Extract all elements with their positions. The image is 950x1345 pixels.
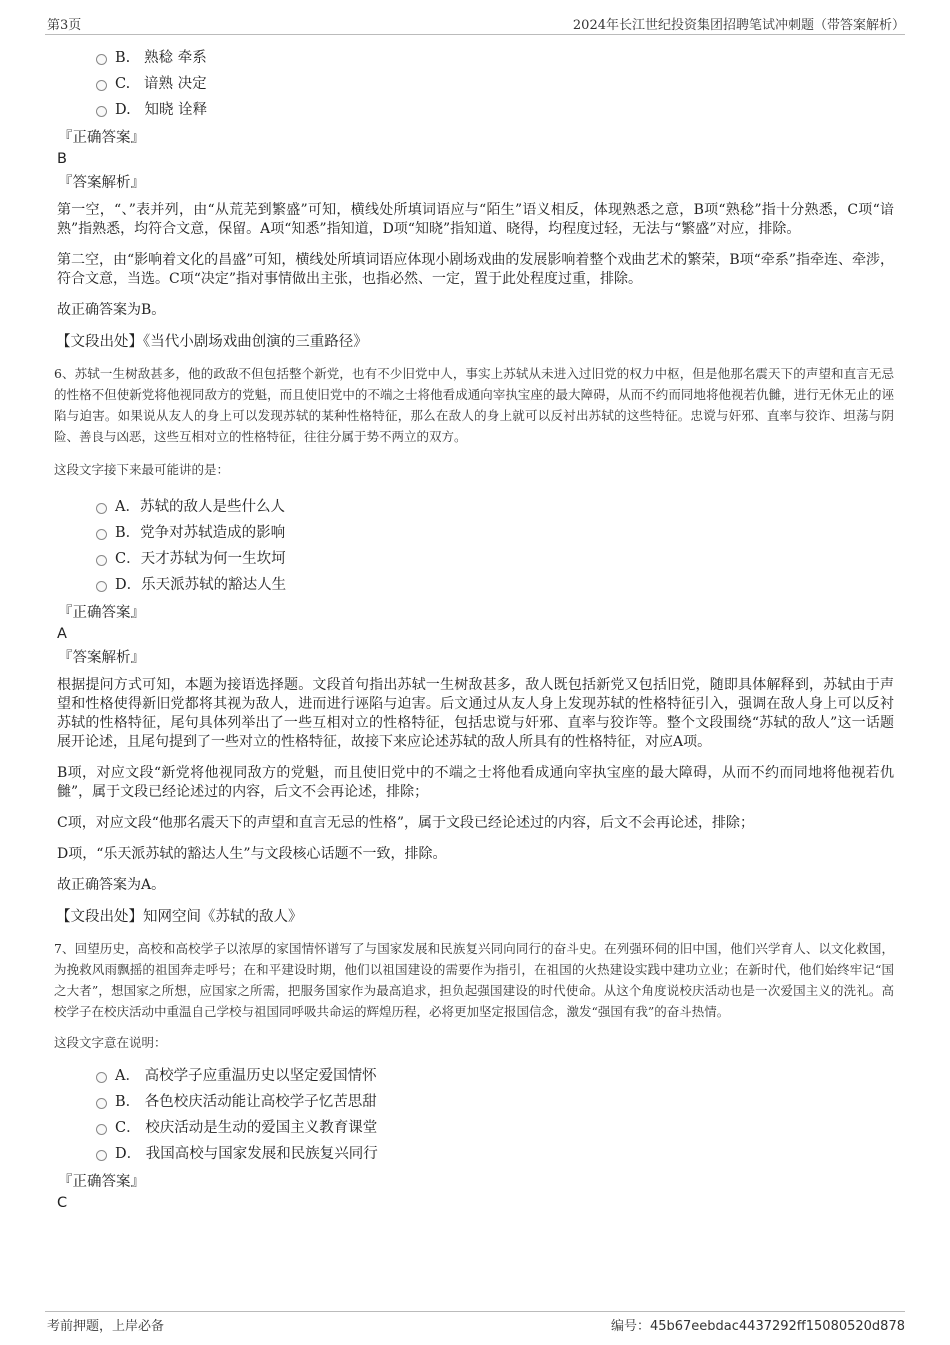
question-stem: 7、回望历史，高校和高校学子以浓厚的家国情怀谱写了与国家发展和民族复兴同向同行的奋斗史。在列强环伺的旧中国，他们兴学育人、以文化救国，为挽救风雨飘摇的祖国奔走呼号；在和平建设时期，他们以祖国建设的需要作为指引，在祖国的火热建设实践中建功立业；在新时代，他们始终牢记“国之大者”，想国家之所想，应国家之所需，把服务国家作为最高追求，担负起强国建设的时代使命。从这个角度说校庆活动也是一次爱国主义的洗礼。高校学子在校庆活动中重温自己学校与祖国同呼吸共命运的辉煌历程，必将更加坚定报国信念，激发“强国有我”的奋斗热情。 — [54, 941, 894, 1019]
answer-label: 『正确答案』 — [58, 130, 145, 146]
q6-option-c[interactable]: C．天才苏轼为何一生坎坷 — [96, 546, 894, 572]
radio-icon[interactable] — [96, 1072, 107, 1083]
q5-option-c[interactable]: C. 谙熟 决定 — [96, 71, 894, 97]
analysis-paragraph: 第一空，“、”表并列，由“从荒芜到繁盛”可知，横线处所填词语应与“陌生”语义相反，体现熟悉之意，B项“熟稔”指十分熟悉，C项“谙熟”指熟悉，均符合文意，保留。A项“知悉”指知道，D项“知晓”指知道、晓得，均程度过轻，无法与“繁盛”对应，排除。 — [57, 202, 894, 237]
radio-icon[interactable] — [96, 106, 107, 117]
analysis-label: 『答案解析』 — [58, 650, 145, 666]
radio-icon[interactable] — [96, 581, 107, 592]
q7-options — [96, 1063, 894, 1167]
code-label: 编号： — [610, 1319, 650, 1334]
q6-option-b[interactable]: B．党争对苏轼造成的影响 — [96, 520, 894, 546]
analysis-paragraph: C项，对应文段“他那名震天下的声望和直言无忌的性格”，属于文段已经论述过的内容，后文不会再论述，排除； — [57, 815, 755, 831]
question-prompt: 这段文字意在说明： — [54, 1035, 167, 1050]
answer-label: 『正确答案』 — [58, 605, 145, 621]
source-citation: 【文段出处】《当代小剧场戏曲创演的三重路径》 — [56, 334, 368, 350]
answer-value: C — [57, 1195, 68, 1211]
q7-option-a[interactable]: A． 高校学子应重温历史以坚定爱国情怀 — [96, 1063, 894, 1089]
radio-icon[interactable] — [96, 1150, 107, 1161]
q5-option-b[interactable]: B. 熟稔 牵系 — [96, 45, 894, 71]
analysis-paragraph: B项，对应文段“新党将他视同敌方的党魁，而且使旧党中的不端之士将他看成通向宰执宝座的最大障碍，从而不约而同地将他视若仇雠”，属于文段已经论述过的内容，后文不会再论述，排除； — [57, 765, 894, 800]
q6-option-d[interactable]: D．乐天派苏轼的豁达人生 — [96, 572, 894, 598]
source-citation: 【文段出处】知网空间《苏轼的敌人》 — [56, 909, 303, 925]
analysis-conclusion: 故正确答案为A。 — [57, 877, 166, 893]
footer-slogan: 考前押题，上岸必备 — [47, 1319, 165, 1334]
radio-icon[interactable] — [96, 529, 107, 540]
radio-icon[interactable] — [96, 80, 107, 91]
code-value: 45b67eebdac4437292ff15080520d878 — [649, 1319, 905, 1334]
radio-icon[interactable] — [96, 54, 107, 65]
document-code — [611, 1315, 905, 1334]
analysis-paragraph: 第二空，由“影响着文化的昌盛”可知，横线处所填词语应体现小剧场戏曲的发展影响着整个戏曲艺术的繁荣，B项“牵系”指牵连、牵涉，符合文意，当选。C项“决定”指对事情做出主张，也指必然、一定，置于此处程度过重，排除。 — [57, 252, 894, 287]
q7-option-d[interactable]: D． 我国高校与国家发展和民族复兴同行 — [96, 1141, 894, 1167]
document-body — [56, 40, 894, 1213]
analysis-paragraph: D项，“乐天派苏轼的豁达人生”与文段核心话题不一致，排除。 — [57, 846, 447, 862]
answer-value: B — [57, 151, 67, 167]
question-stem: 6、苏轼一生树敌甚多，他的政敌不但包括整个新党，也有不少旧党中人，事实上苏轼从未进入过旧党的权力中枢，但是他那名震天下的声望和直言无忌的性格不但使新党将他视同敌方的党魁，而且使旧党中的不端之士将他看成通向宰执宝座的最大障碍，从而不约而同地将他视若仇雠，进行无休无止的诬陷与迫害。如果说从友人的身上可以发现苏轼的某种性格特征，那么在敌人的身上就可以反衬出苏轼的这些特征。忠谠与奸邪、直率与狡诈、坦荡与阴险、善良与凶恶，这些互相对立的性格特征，往往分属于势不两立的双方。 — [54, 366, 894, 444]
radio-icon[interactable] — [96, 503, 107, 514]
analysis-label: 『答案解析』 — [58, 175, 145, 191]
q7-option-c[interactable]: C． 校庆活动是生动的爱国主义教育课堂 — [96, 1115, 894, 1141]
q7-option-b[interactable]: B． 各色校庆活动能让高校学子忆苦思甜 — [96, 1089, 894, 1115]
radio-icon[interactable] — [96, 1124, 107, 1135]
page-footer — [45, 1311, 905, 1337]
radio-icon[interactable] — [96, 1098, 107, 1109]
q5-option-d[interactable]: D. 知晓 诠释 — [96, 97, 894, 123]
q6-options — [96, 494, 894, 598]
answer-value: A — [57, 626, 67, 642]
page-number: 第3页 — [47, 18, 82, 33]
analysis-conclusion: 故正确答案为B。 — [57, 302, 166, 318]
radio-icon[interactable] — [96, 555, 107, 566]
analysis-paragraph: 根据提问方式可知，本题为接语选择题。文段首句指出苏轼一生树敌甚多，敌人既包括新党又包括旧党，随即具体解释到，苏轼由于声望和性格使得新旧党都将其视为敌人，进而进行诬陷与迫害。后文通过从友人身上发现苏轼的性格特征引入，强调在敌人身上可以反衬苏轼的性格特征，尾句具体列举出了一些互相对立的性格特征，包括忠谠与奸邪、直率与狡诈等。整个文段围绕“苏轼的敌人”这一话题展开论述，且尾句提到了一些对立的性格特征，故接下来应论述苏轼的敌人所具有的性格特征，对应A项。 — [57, 677, 894, 750]
q6-option-a[interactable]: A．苏轼的敌人是些什么人 — [96, 494, 894, 520]
q5-options — [96, 45, 894, 123]
answer-label: 『正确答案』 — [58, 1174, 145, 1190]
question-prompt: 这段文字接下来最可能讲的是： — [54, 462, 230, 477]
page-header — [45, 14, 905, 35]
document-title: 2024年长江世纪投资集团招聘笔试冲刺题（带答案解析） — [572, 18, 905, 33]
